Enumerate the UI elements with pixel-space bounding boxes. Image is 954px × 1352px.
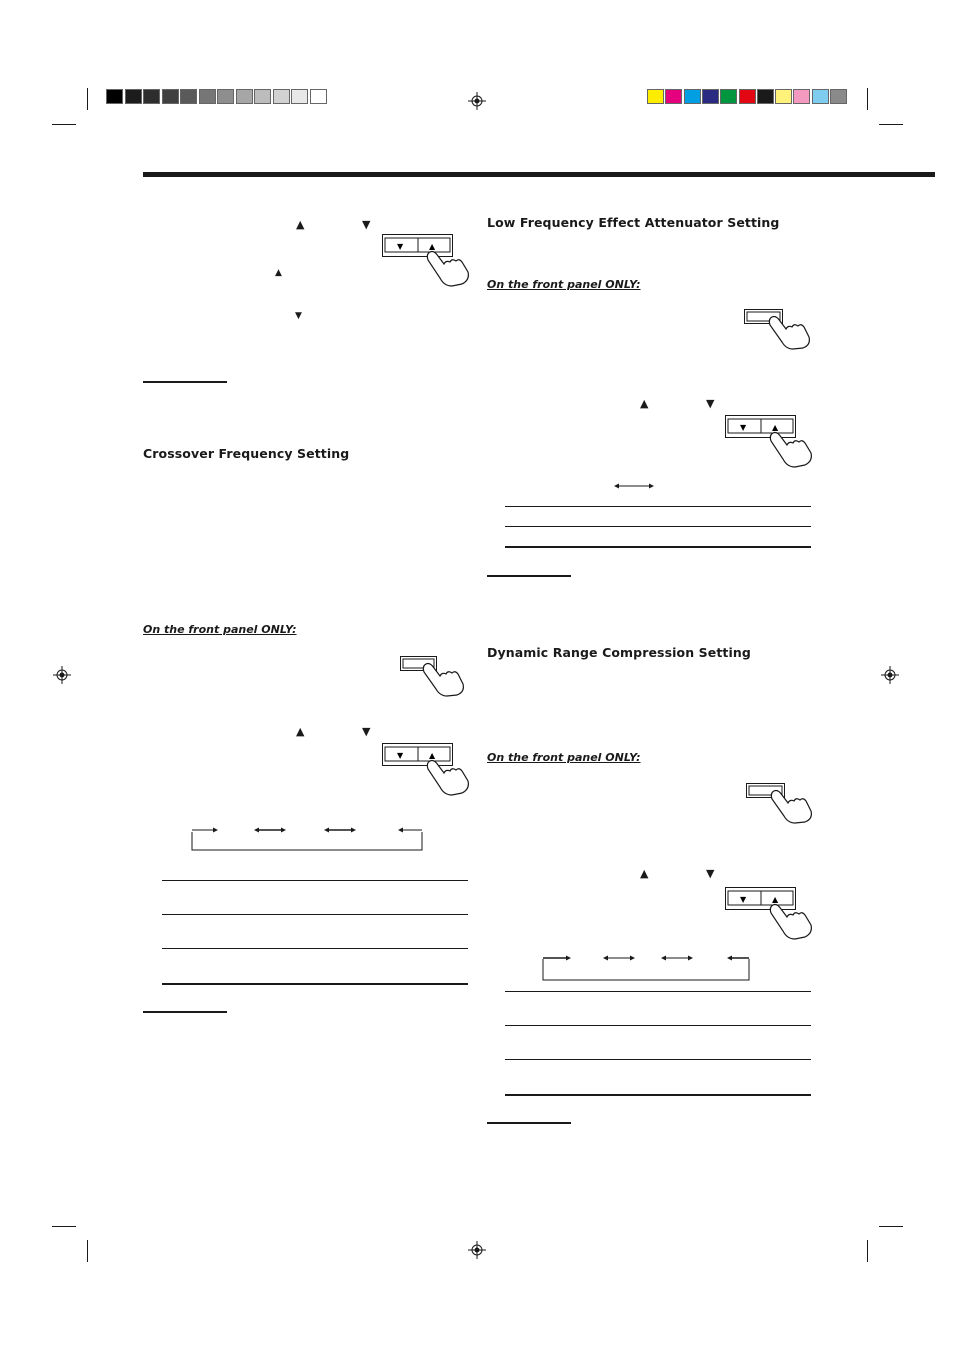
grayscale-swatch: [199, 89, 216, 104]
registration-mark-icon: [468, 92, 486, 110]
svg-text:▲: ▲: [772, 895, 779, 904]
table-rule: [505, 1094, 811, 1096]
color-swatch: [757, 89, 774, 104]
svg-text:▼: ▼: [740, 895, 747, 904]
table-rule: [505, 991, 811, 992]
small-down-triangle-icon: ▼: [295, 311, 302, 321]
drc-heading: Dynamic Range Compression Setting: [487, 645, 751, 660]
table-rule: [162, 914, 468, 915]
section-rule: [143, 1011, 227, 1013]
registration-mark-icon: [53, 666, 71, 684]
section-rule: [487, 575, 571, 577]
table-rule: [162, 880, 468, 881]
grayscale-swatch: [273, 89, 290, 104]
grayscale-swatch: [291, 89, 308, 104]
crop-mark: [87, 1240, 88, 1262]
color-swatch: [739, 89, 756, 104]
up-down-button-icon: [725, 415, 815, 467]
up-down-button-icon: [382, 743, 472, 795]
svg-text:▼: ▼: [397, 242, 404, 251]
down-triangle-icon: ▼: [706, 397, 715, 410]
crop-mark: [867, 1240, 868, 1262]
table-rule: [505, 526, 811, 527]
up-down-button-icon: [382, 234, 472, 286]
grayscale-swatch: [217, 89, 234, 104]
color-swatch: [812, 89, 829, 104]
grayscale-swatch: [236, 89, 253, 104]
up-triangle-icon: ▲: [296, 725, 305, 738]
grayscale-swatch: [254, 89, 271, 104]
svg-text:▼: ▼: [740, 423, 747, 432]
crop-mark: [87, 88, 88, 110]
cycle-arrow-icon: [541, 952, 753, 982]
header-rule: [143, 172, 935, 177]
color-swatch: [665, 89, 682, 104]
section-rule: [487, 1122, 571, 1124]
color-swatch: [775, 89, 792, 104]
svg-text:▲: ▲: [429, 242, 436, 251]
svg-text:▲: ▲: [429, 751, 436, 760]
svg-text:▲: ▲: [772, 423, 779, 432]
down-triangle-icon: ▼: [362, 218, 371, 231]
grayscale-swatch: [162, 89, 179, 104]
registration-mark-icon: [881, 666, 899, 684]
double-arrow-icon: [613, 481, 655, 491]
up-triangle-icon: ▲: [640, 397, 649, 410]
down-triangle-icon: ▼: [362, 725, 371, 738]
registration-mark-icon: [468, 1241, 486, 1259]
grayscale-swatch: [143, 89, 160, 104]
small-up-triangle-icon: ▲: [275, 268, 282, 278]
color-swatch: [720, 89, 737, 104]
section-rule: [143, 381, 227, 383]
color-swatch: [830, 89, 847, 104]
table-rule: [505, 546, 811, 548]
front-panel-note: On the front panel ONLY:: [143, 623, 297, 636]
crop-mark: [879, 1226, 903, 1227]
crossover-heading: Crossover Frequency Setting: [143, 446, 350, 461]
crop-mark: [879, 124, 903, 125]
crop-mark: [52, 124, 76, 125]
grayscale-swatch: [180, 89, 197, 104]
lfe-front-panel-note: On the front panel ONLY:: [487, 278, 641, 291]
pointing-hand-icon: [744, 307, 812, 349]
table-rule: [505, 1025, 811, 1026]
up-down-button-icon: [725, 887, 815, 939]
up-triangle-icon: ▲: [640, 867, 649, 880]
color-swatch: [647, 89, 664, 104]
color-swatch: [702, 89, 719, 104]
lfe-heading: Low Frequency Effect Attenuator Setting: [487, 215, 780, 230]
cycle-arrow-icon: [190, 824, 424, 852]
table-rule: [505, 506, 811, 507]
color-swatch: [684, 89, 701, 104]
crop-mark: [867, 88, 868, 110]
grayscale-swatch: [125, 89, 142, 104]
drc-front-panel-note: On the front panel ONLY:: [487, 751, 641, 764]
grayscale-swatch: [310, 89, 327, 104]
table-rule: [162, 948, 468, 949]
svg-text:▼: ▼: [397, 751, 404, 760]
grayscale-swatch: [106, 89, 123, 104]
table-rule: [162, 983, 468, 985]
table-rule: [505, 1059, 811, 1060]
color-swatch: [793, 89, 810, 104]
down-triangle-icon: ▼: [706, 867, 715, 880]
pointing-hand-icon: [746, 781, 814, 823]
crop-mark: [52, 1226, 76, 1227]
pointing-hand-icon: [400, 654, 466, 696]
up-triangle-icon: ▲: [296, 218, 305, 231]
